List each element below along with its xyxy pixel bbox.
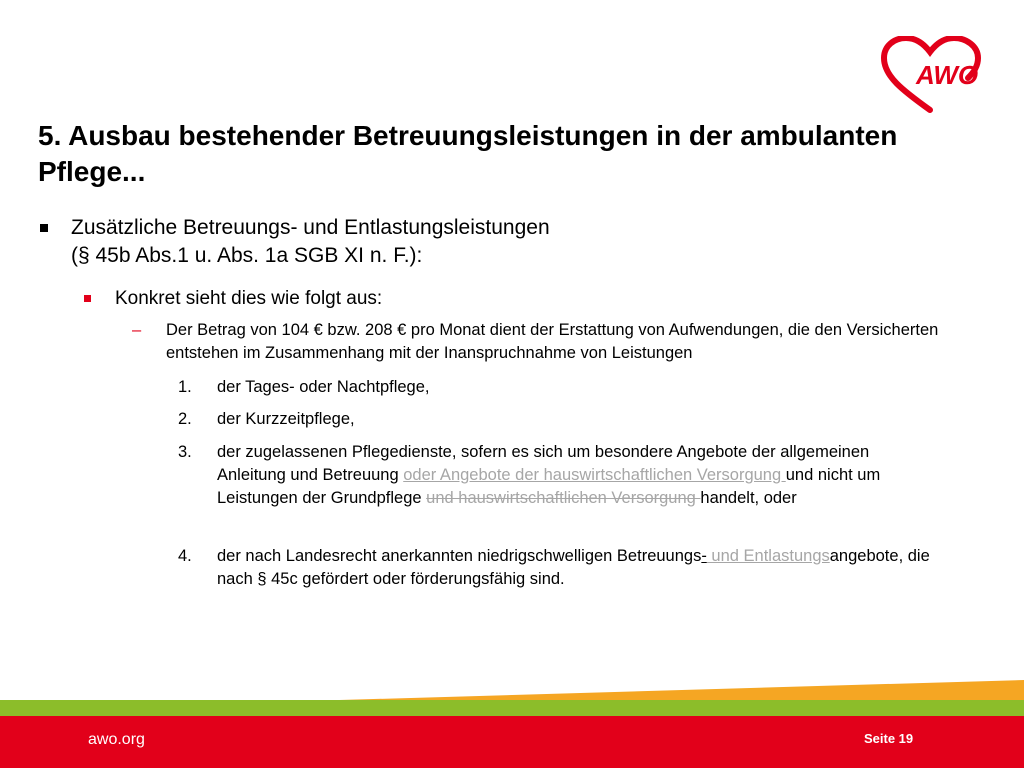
bullet-level-3-text: Der Betrag von 104 € bzw. 208 € pro Monat dient der Erstattung von Aufwendungen, die den Versicherten entstehen im Zusammenhang mit der Inanspruchnahme von Leistungen [166, 321, 939, 362]
list-item-text [217, 545, 937, 591]
deleted-text: und hauswirtschaftlichen Versorgung [426, 489, 701, 507]
footer-site-link[interactable]: awo.org [88, 731, 145, 748]
bullet-level-1-text [71, 214, 971, 270]
bullet-level-2-text: Konkret sieht dies wie folgt aus: [115, 288, 383, 309]
list-item-text-part: und nicht um Leistungen der Grundpflege [217, 466, 881, 507]
slide-title: 5. Ausbau bestehender Betreuungsleistungen in der ambulanten Pflege... [38, 120, 898, 187]
red-square-bullet-icon [84, 295, 91, 302]
square-bullet-icon [40, 224, 48, 232]
list-item-number: 4. [178, 547, 192, 565]
list-item-text-part: der zugelassenen Pflegedienste, sofern es sich um besondere Angebote der allgemeinen Anleitung und Betreuung [217, 443, 870, 484]
list-item-text [217, 441, 937, 510]
list-item-text: der Tages- oder Nachtpflege, [217, 378, 430, 396]
list-item-text-part: angebote, die nach § 45c gefördert oder förderungsfähig sind. [217, 547, 930, 588]
list-item-number: 3. [178, 443, 192, 461]
list-item-text: der Kurzzeitpflege, [217, 410, 355, 428]
underlined-text: - [701, 547, 707, 565]
list-item-text-part: der nach Landesrecht anerkannten niedrigschwelligen Betreuungs [217, 547, 702, 565]
inserted-text: und Entlastungs [706, 547, 830, 565]
bullet-level-1-line1: Zusätzliche Betreuungs- und Entlastungsleistungen [71, 216, 550, 239]
page-number: Seite 19 [864, 731, 914, 746]
heart-logo-icon [880, 36, 984, 116]
logo-text: AWO [916, 60, 979, 90]
list-item-number: 2. [178, 410, 192, 428]
bullet-level-1-line2: (§ 45b Abs.1 u. Abs. 1a SGB XI n. F.): [71, 244, 423, 267]
awo-logo [880, 36, 984, 116]
inserted-text: oder Angebote der hauswirtschaftlichen Versorgung [403, 466, 786, 484]
dash-bullet-icon: – [132, 321, 142, 339]
list-item-number: 1. [178, 378, 192, 396]
list-item-text-part: handelt, oder [700, 489, 797, 507]
